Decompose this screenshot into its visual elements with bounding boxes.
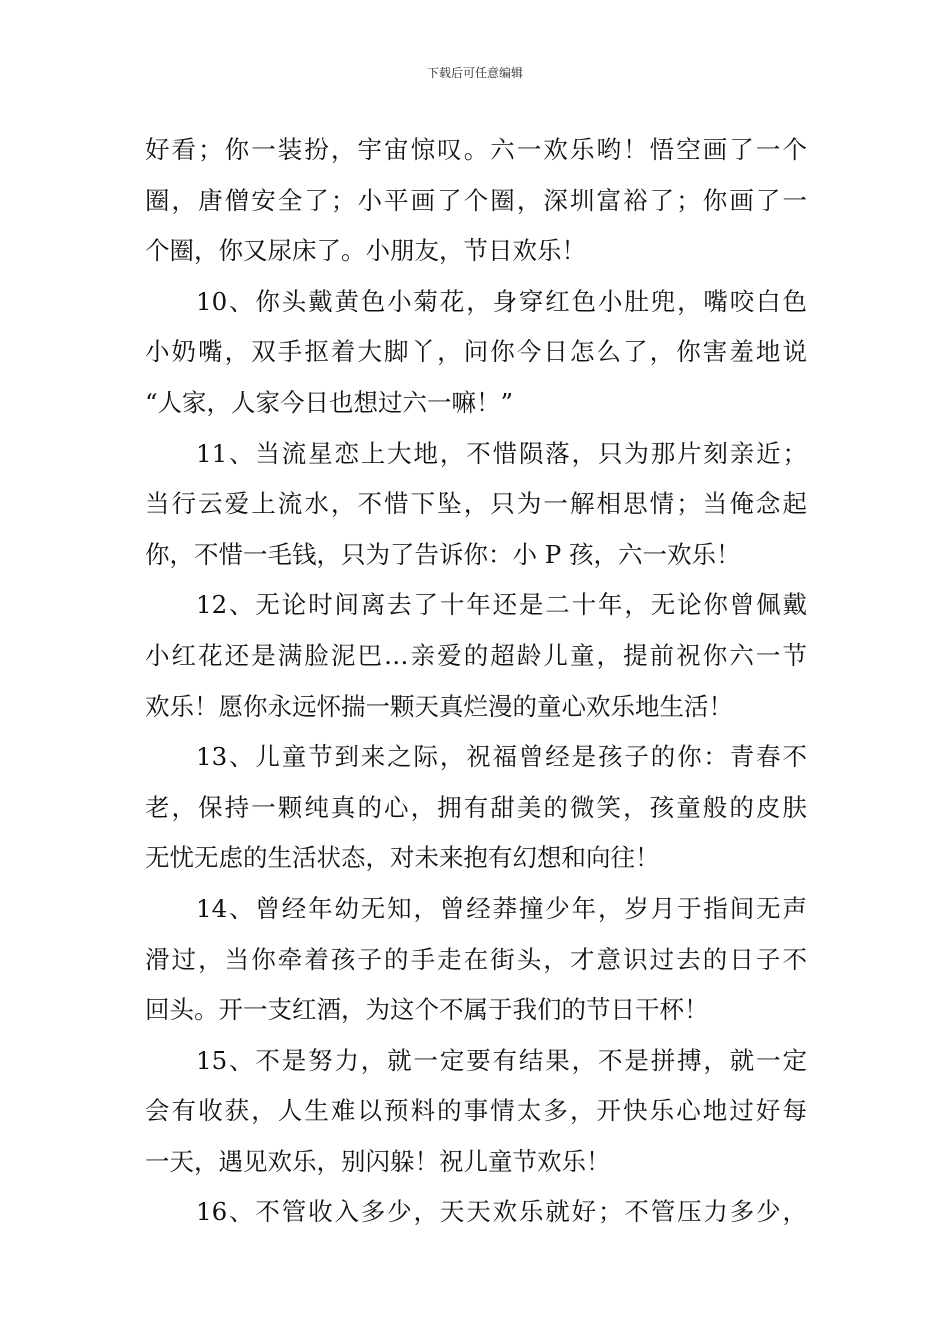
text-line: 回头。开一支红酒，为这个不属于我们的节日干杯！ [145, 995, 709, 1025]
text-line: 小奶嘴，双手抠着大脚丫，问你今日怎么了，你害羞地说 [145, 337, 807, 367]
paragraph-11 [145, 429, 807, 581]
text-line: 滑过，当你牵着孩子的手走在街头，才意识过去的日子不 [145, 944, 807, 974]
text-line: 老，保持一颗纯真的心，拥有甜美的微笑，孩童般的皮肤 [145, 792, 807, 822]
paragraph-9-continued [145, 125, 807, 277]
page-header: 下载后可任意编辑 [426, 66, 523, 80]
text-line: 欢乐！愿你永远怀揣一颗天真烂漫的童心欢乐地生活！ [145, 691, 733, 721]
text-line: 14、曾经年幼无知，曾经莽撞少年，岁月于指间无声 [196, 893, 807, 923]
text-line: 你，不惜一毛钱，只为了告诉你：小 P 孩，六一欢乐！ [145, 539, 741, 569]
text-line: 15、不是努力，就一定要有结果，不是拼搏，就一定 [196, 1045, 807, 1075]
paragraph-16 [145, 1187, 807, 1238]
text-line: 一天，遇见欢乐，别闪躲！祝儿童节欢乐！ [145, 1146, 611, 1176]
paragraph-15 [145, 1036, 807, 1188]
text-line: 会有收获，人生难以预料的事情太多，开快乐心地过好每 [145, 1096, 807, 1126]
document-body [145, 125, 807, 1238]
text-line: 无忧无虑的生活状态，对未来抱有幻想和向往！ [145, 843, 660, 873]
text-line: 16、不管收入多少，天天欢乐就好；不管压力多少， [196, 1197, 807, 1227]
text-line: 小红花还是满脸泥巴…亲爱的超龄儿童，提前祝你六一节 [145, 640, 807, 670]
text-line: 好看；你一装扮，宇宙惊叹。六一欢乐哟！悟空画了一个 [145, 135, 807, 164]
text-line: 13、儿童节到来之际，祝福曾经是孩子的你：青春不 [196, 742, 807, 772]
text-line: 10、你头戴黄色小菊花，身穿红色小肚兜，嘴咬白色 [196, 286, 807, 316]
paragraph-13 [145, 732, 807, 884]
text-line: 圈，唐僧安全了；小平画了个圈，深圳富裕了；你画了一 [145, 185, 807, 215]
paragraph-12 [145, 580, 807, 732]
paragraph-14 [145, 884, 807, 1036]
text-line: 个圈，你又尿床了。小朋友，节日欢乐！ [145, 236, 586, 266]
paragraph-10 [145, 277, 807, 429]
text-line: 当行云爱上流水，不惜下坠，只为一解相思情；当俺念起 [145, 489, 807, 519]
text-line: 11、当流星恋上大地，不惜陨落，只为那片刻亲近； [196, 438, 807, 468]
text-line: 12、无论时间离去了十年还是二十年，无论你曾佩戴 [196, 590, 807, 620]
text-line: “人家，人家今日也想过六一嘛！” [145, 387, 514, 417]
